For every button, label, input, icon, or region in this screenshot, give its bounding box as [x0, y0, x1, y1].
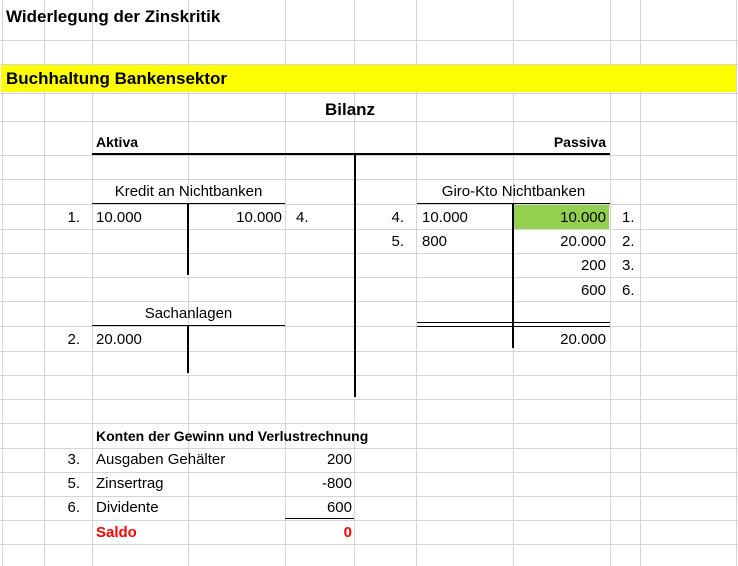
gridline-row: [0, 496, 738, 497]
kredit-num-left[interactable]: 1.: [67, 209, 80, 226]
gridline-row: [0, 204, 738, 205]
guv-title[interactable]: Konten der Gewinn und Verlustrechnung: [96, 428, 369, 444]
gridline-row: [0, 472, 738, 473]
gridline-row: [0, 375, 738, 376]
gridline-row: [0, 179, 738, 180]
bilanz-title[interactable]: Bilanz: [324, 100, 376, 119]
gridline-row: [0, 253, 738, 254]
sachanlagen-account-title[interactable]: Sachanlagen: [144, 305, 233, 322]
guv-row-label[interactable]: Zinsertrag: [96, 475, 164, 492]
guv-row-value[interactable]: -800: [321, 475, 352, 492]
giro-num-left[interactable]: 5.: [391, 233, 404, 250]
bilanz-top-line: [92, 153, 610, 155]
kredit-num-right[interactable]: 4.: [296, 209, 309, 226]
section-heading[interactable]: Buchhaltung Bankensektor: [6, 69, 228, 88]
giro-num-right[interactable]: 2.: [622, 233, 635, 250]
saldo-value[interactable]: 0: [343, 524, 352, 541]
gridline-row: [0, 351, 738, 352]
guv-row-value[interactable]: 600: [326, 499, 352, 516]
gridline-row: [0, 155, 738, 156]
gridline-row: [0, 40, 738, 41]
gridline-row: [0, 121, 738, 122]
giro-num-right[interactable]: 6.: [622, 282, 635, 299]
kredit-debit[interactable]: 10.000: [96, 209, 142, 226]
guv-row-value[interactable]: 200: [326, 451, 352, 468]
giro-credit[interactable]: 20.000: [560, 233, 606, 250]
kredit-account-title[interactable]: Kredit an Nichtbanken: [114, 183, 263, 200]
guv-row-label[interactable]: Dividente: [96, 499, 159, 516]
gridline-row: [0, 448, 738, 449]
sachanlagen-t-stem: [187, 325, 189, 373]
giro-debit[interactable]: 800: [422, 233, 448, 250]
guv-row-num[interactable]: 5.: [67, 475, 80, 492]
passiva-label[interactable]: Passiva: [553, 134, 606, 150]
guv-row-num[interactable]: 6.: [67, 499, 80, 516]
giro-num-right[interactable]: 1.: [622, 209, 635, 226]
gridline-row: [0, 544, 738, 545]
giro-double-line-1: [417, 322, 610, 323]
gridline-row: [0, 399, 738, 400]
giro-credit[interactable]: 600: [580, 282, 606, 299]
gridline-row: [0, 93, 738, 94]
gridline-row: [0, 301, 738, 302]
aktiva-label[interactable]: Aktiva: [96, 134, 139, 150]
bilanz-divider: [354, 153, 356, 397]
giro-credit[interactable]: 200: [580, 257, 606, 274]
guv-row-label[interactable]: Ausgaben Gehälter: [96, 451, 226, 468]
giro-total[interactable]: 20.000: [560, 331, 606, 348]
gridline-row: [0, 229, 738, 230]
giro-credit[interactable]: 10.000: [560, 209, 606, 226]
sachanlagen-debit[interactable]: 20.000: [96, 331, 142, 348]
gridline-row: [0, 423, 738, 424]
sachanlagen-num-left[interactable]: 2.: [67, 331, 80, 348]
giro-num-right[interactable]: 3.: [622, 257, 635, 274]
gridline-row: [0, 277, 738, 278]
giro-double-line-2: [417, 326, 610, 327]
giro-debit[interactable]: 10.000: [422, 209, 468, 226]
guv-row-num[interactable]: 3.: [67, 451, 80, 468]
saldo-label[interactable]: Saldo: [96, 524, 137, 541]
gridline-row: [0, 326, 738, 327]
gridline-row: [0, 520, 738, 521]
kredit-credit[interactable]: 10.000: [236, 209, 282, 226]
giro-num-left[interactable]: 4.: [391, 209, 404, 226]
guv-sum-line: [285, 518, 354, 519]
sheet-title[interactable]: Widerlegung der Zinskritik: [6, 7, 221, 26]
gridline-col: [736, 0, 737, 566]
giro-account-title[interactable]: Giro-Kto Nichtbanken: [441, 183, 586, 200]
kredit-t-stem: [187, 203, 189, 275]
